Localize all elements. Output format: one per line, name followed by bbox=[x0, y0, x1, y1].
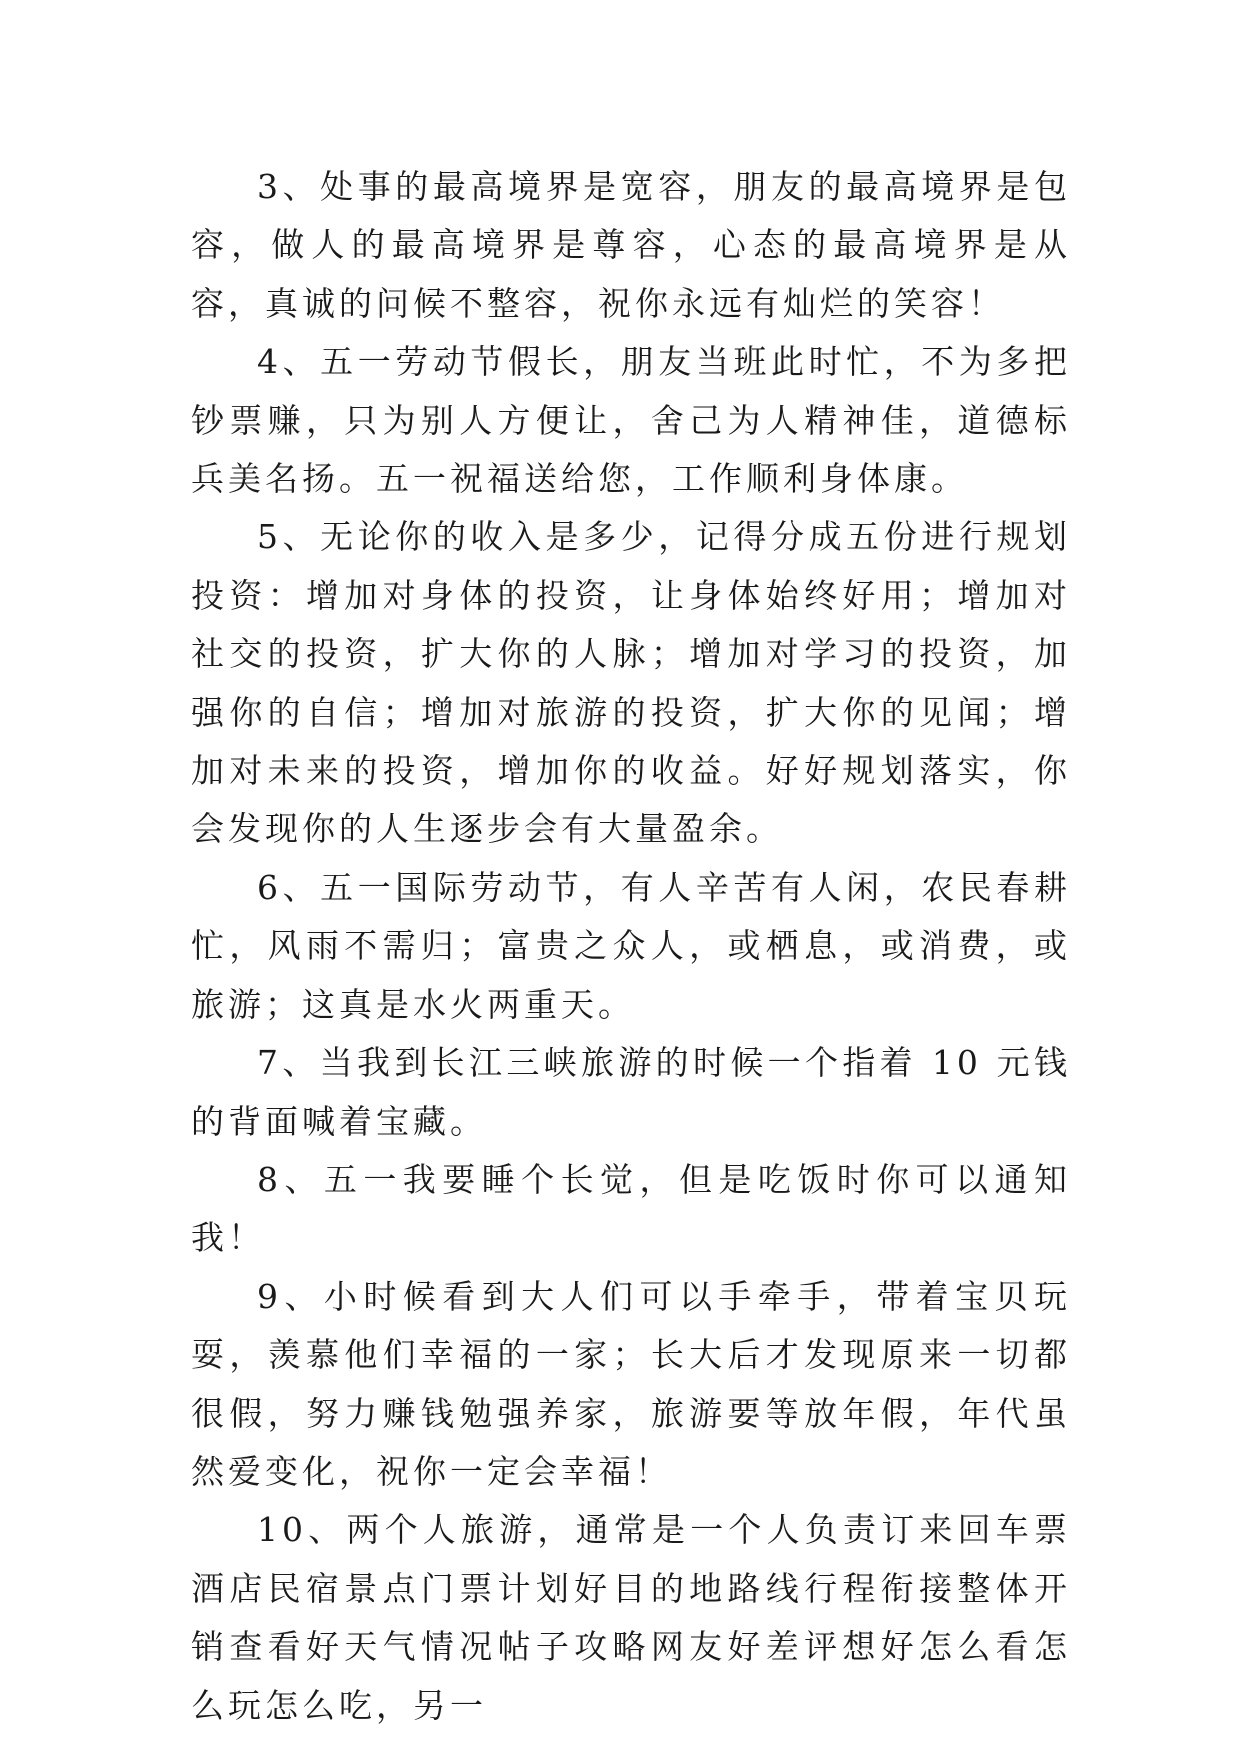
paragraph-item-9: 9、小时候看到大人们可以手牵手，带着宝贝玩耍，羡慕他们幸福的一家；长大后才发现原来一切都很假，努力赚钱勉强养家，旅游要等放年假，年代虽然爱变化，祝你一定会幸福！ bbox=[191, 1276, 1071, 1491]
paragraph-item-8: 8、五一我要睡个长觉，但是吃饭时你可以通知我！ bbox=[191, 1159, 1071, 1258]
paragraph-item-6: 6、五一国际劳动节，有人辛苦有人闲，农民春耕忙，风雨不需归；富贵之众人，或栖息，或消费，或旅游；这真是水火两重天。 bbox=[191, 867, 1071, 1024]
paragraph-item-5: 5、无论你的收入是多少，记得分成五份进行规划投资：增加对身体的投资，让身体始终好用；增加对社交的投资，扩大你的人脉；增加对学习的投资，加强你的自信；增加对旅游的投资，扩大你的见闻；增加对未来的投资，增加你的收益。好好规划落实，你会发现你的人生逐步会有大量盈余。 bbox=[191, 517, 1071, 849]
paragraph-item-4: 4、五一劳动节假长，朋友当班此时忙，不为多把钞票赚，只为别人方便让，舍己为人精神佳，道德标兵美名扬。五一祝福送给您，工作顺利身体康。 bbox=[191, 342, 1071, 499]
paragraph-item-3: 3、处事的最高境界是宽容，朋友的最高境界是包容，做人的最高境界是尊容，心态的最高境界是从容，真诚的问候不整容，祝你永远有灿烂的笑容！ bbox=[191, 167, 1071, 323]
document-page bbox=[191, 158, 1071, 1735]
paragraph-item-10: 10、两个人旅游，通常是一个人负责订来回车票酒店民宿景点门票计划好目的地路线行程衔接整体开销查看好天气情况帖子攻略网友好差评想好怎么看怎么玩怎么吃，另一 bbox=[191, 1510, 1071, 1725]
paragraph-item-7: 7、当我到长江三峡旅游的时候一个指着 10 元钱的背面喊着宝藏。 bbox=[191, 1043, 1071, 1141]
